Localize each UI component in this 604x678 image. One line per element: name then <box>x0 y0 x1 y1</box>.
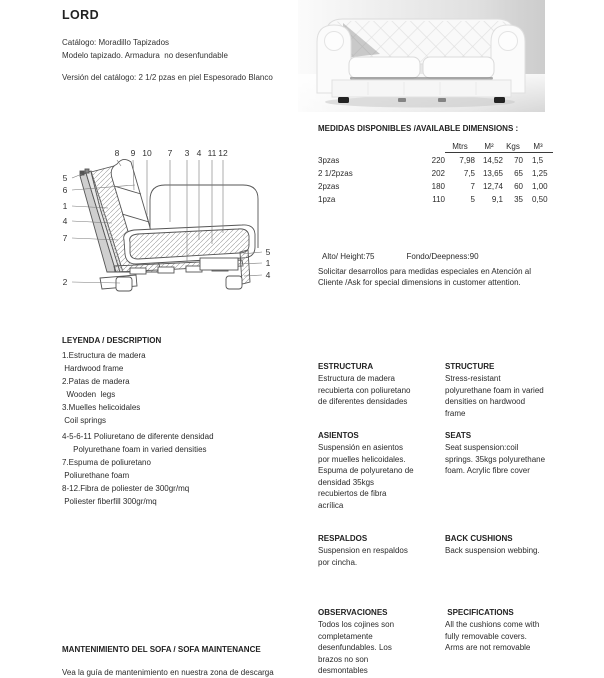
cell-mtrs: 7,5 <box>463 169 475 178</box>
section-body-es: Suspension en respaldos por cincha. <box>318 546 408 567</box>
cell-mtrs: 7,98 <box>459 156 475 165</box>
legend-item: 4-5-6-11 Poliuretano de diferente densidad <box>62 432 214 441</box>
legend-items <box>62 349 297 508</box>
section-body-en: All the cushions come with fully removable covers. Arms are not removable <box>445 620 540 652</box>
cell-size: 180 <box>431 182 445 191</box>
legend-item: 7.Espuma de poliuretano <box>62 458 151 467</box>
cell-m3: 1,00 <box>532 182 548 191</box>
callout-number: 1 <box>62 201 68 211</box>
callout-number: 10 <box>142 148 152 158</box>
dimensions-table <box>318 138 564 205</box>
callout-number: 1 <box>265 258 271 268</box>
callout-number: 5 <box>265 247 271 257</box>
cell-m3: 1,25 <box>532 169 548 178</box>
legend-title: LEYENDA / DESCRIPTION <box>62 336 162 345</box>
technical-diagram <box>50 128 290 313</box>
callout-number: 4 <box>196 148 202 158</box>
table-header-row <box>318 138 564 153</box>
column-header-kgs: Kgs <box>503 141 523 153</box>
callout-number: 5 <box>62 173 68 183</box>
legend-item: 3.Muelles helicoidales <box>62 403 141 412</box>
section-body-en: Stress-resistant polyurethane foam in varied densities on hardwood frame <box>445 374 544 418</box>
callout-number: 6 <box>62 185 68 195</box>
catalog-line-2: Modelo tapizado. Armadura no desenfundable <box>62 51 228 60</box>
dimensions-panel <box>318 124 564 205</box>
legend-item: 8-12.Fibra de poliester de 300gr/mq <box>62 484 190 493</box>
cell-size: 110 <box>432 195 445 204</box>
section-body-es: Suspensión en asientos por muelles helicoidales. Espuma de polyuretano de densidad 35kgs recubiertos de fibra acrílica <box>318 443 414 510</box>
legend-item: Polyurethane foam in varied densities <box>62 445 207 454</box>
section-title-en: SPECIFICATIONS <box>445 608 514 617</box>
table-row <box>318 153 564 166</box>
legend-item: Coil springs <box>62 416 107 425</box>
section-title-es: RESPALDOS <box>318 534 368 543</box>
legend-item: Poliester fiberfill 300gr/mq <box>62 497 157 506</box>
legend-panel <box>62 336 297 508</box>
section-title-en: STRUCTURE <box>445 362 495 371</box>
height-spec: Alto/ Height:75 <box>322 252 375 261</box>
sofa-photo-illustration <box>298 0 545 112</box>
dimensions-title: MEDIDAS DISPONIBLES /AVAILABLE DIMENSIONS : <box>318 124 519 133</box>
table-row <box>318 166 564 179</box>
cell-kgs: 35 <box>514 195 523 204</box>
callout-number: 7 <box>167 148 173 158</box>
cell-mtrs: 5 <box>470 195 475 204</box>
cell-m3: 0,50 <box>532 195 548 204</box>
section-body-en: Back suspension webbing. <box>445 546 540 555</box>
table-row <box>318 179 564 192</box>
section-title-es: ASIENTOS <box>318 431 359 440</box>
callout-number: 4 <box>265 270 271 280</box>
column-header-m2: M² <box>475 141 503 153</box>
cell-label: 1pza <box>318 195 336 204</box>
cell-label: 2pzas <box>318 182 340 191</box>
cell-mtrs: 7 <box>470 182 475 191</box>
callout-number: 8 <box>114 148 120 158</box>
legend-item: 1.Estructura de madera <box>62 351 146 360</box>
callout-number: 4 <box>62 216 68 226</box>
callout-number: 11 <box>207 148 217 158</box>
special-dimensions-note: Solicitar desarrollos para medidas especiales en Atención al Cliente /Ask for special dimensions in customer attention. <box>318 267 532 287</box>
section-body-es: Estructura de madera recubierta con poliuretano de diferentes densidades <box>318 374 411 406</box>
column-header-m3: M³ <box>523 141 553 153</box>
legend-item: Hardwood frame <box>62 364 124 373</box>
section-title-en: SEATS <box>445 431 472 440</box>
section-title-en: BACK CUSHIONS <box>445 534 513 543</box>
callout-number: 2 <box>62 277 68 287</box>
catalog-line-1: Catálogo: Moradillo Tapizados <box>62 38 170 47</box>
cell-m2: 9,1 <box>491 195 503 204</box>
cell-kgs: 70 <box>514 156 523 165</box>
section-body-es: Todos los cojines son completamente desenfundables. Los brazos no son desmontables <box>318 620 395 675</box>
page-title: LORD <box>62 8 100 22</box>
section-title-es: OBSERVACIONES <box>318 608 388 617</box>
depth-spec: Fondo/Deepness:90 <box>406 252 479 261</box>
legend-item: Wooden legs <box>62 390 116 399</box>
cell-m2: 12,74 <box>482 182 503 191</box>
catalog-line-3: Versión del catálogo: 2 1/2 pzas en piel Espesorado Blanco <box>62 73 273 82</box>
cell-kgs: 60 <box>514 182 523 191</box>
callout-number: 7 <box>62 233 68 243</box>
height-depth-line <box>318 243 479 261</box>
cell-size: 220 <box>431 156 445 165</box>
cell-m3: 1,5 <box>532 156 544 165</box>
callout-number: 9 <box>130 148 136 158</box>
cell-m2: 13,65 <box>482 169 503 178</box>
callout-number: 3 <box>184 148 190 158</box>
maintenance-title: MANTENIMIENTO DEL SOFA / SOFA MAINTENANCE <box>62 645 261 654</box>
cell-label: 3pzas <box>318 156 340 165</box>
maintenance-note: Vea la guía de mantenimiento en nuestra zona de descarga <box>62 668 274 677</box>
cell-m2: 14,52 <box>482 156 503 165</box>
section-body-en: Seat suspension:coil springs. 35kgs polyurethane foam. Acrylic fibre cover <box>445 443 546 475</box>
table-row <box>318 192 564 205</box>
cell-kgs: 65 <box>514 169 523 178</box>
section-title-es: ESTRUCTURA <box>318 362 374 371</box>
legend-item: 2.Patas de madera <box>62 377 130 386</box>
legend-item: Poliurethane foam <box>62 471 130 480</box>
cell-label: 2 1/2pzas <box>318 169 353 178</box>
callout-number: 12 <box>218 148 228 158</box>
product-photo <box>298 0 545 112</box>
cell-size: 202 <box>431 169 445 178</box>
column-header-mtrs: Mtrs <box>445 141 475 153</box>
